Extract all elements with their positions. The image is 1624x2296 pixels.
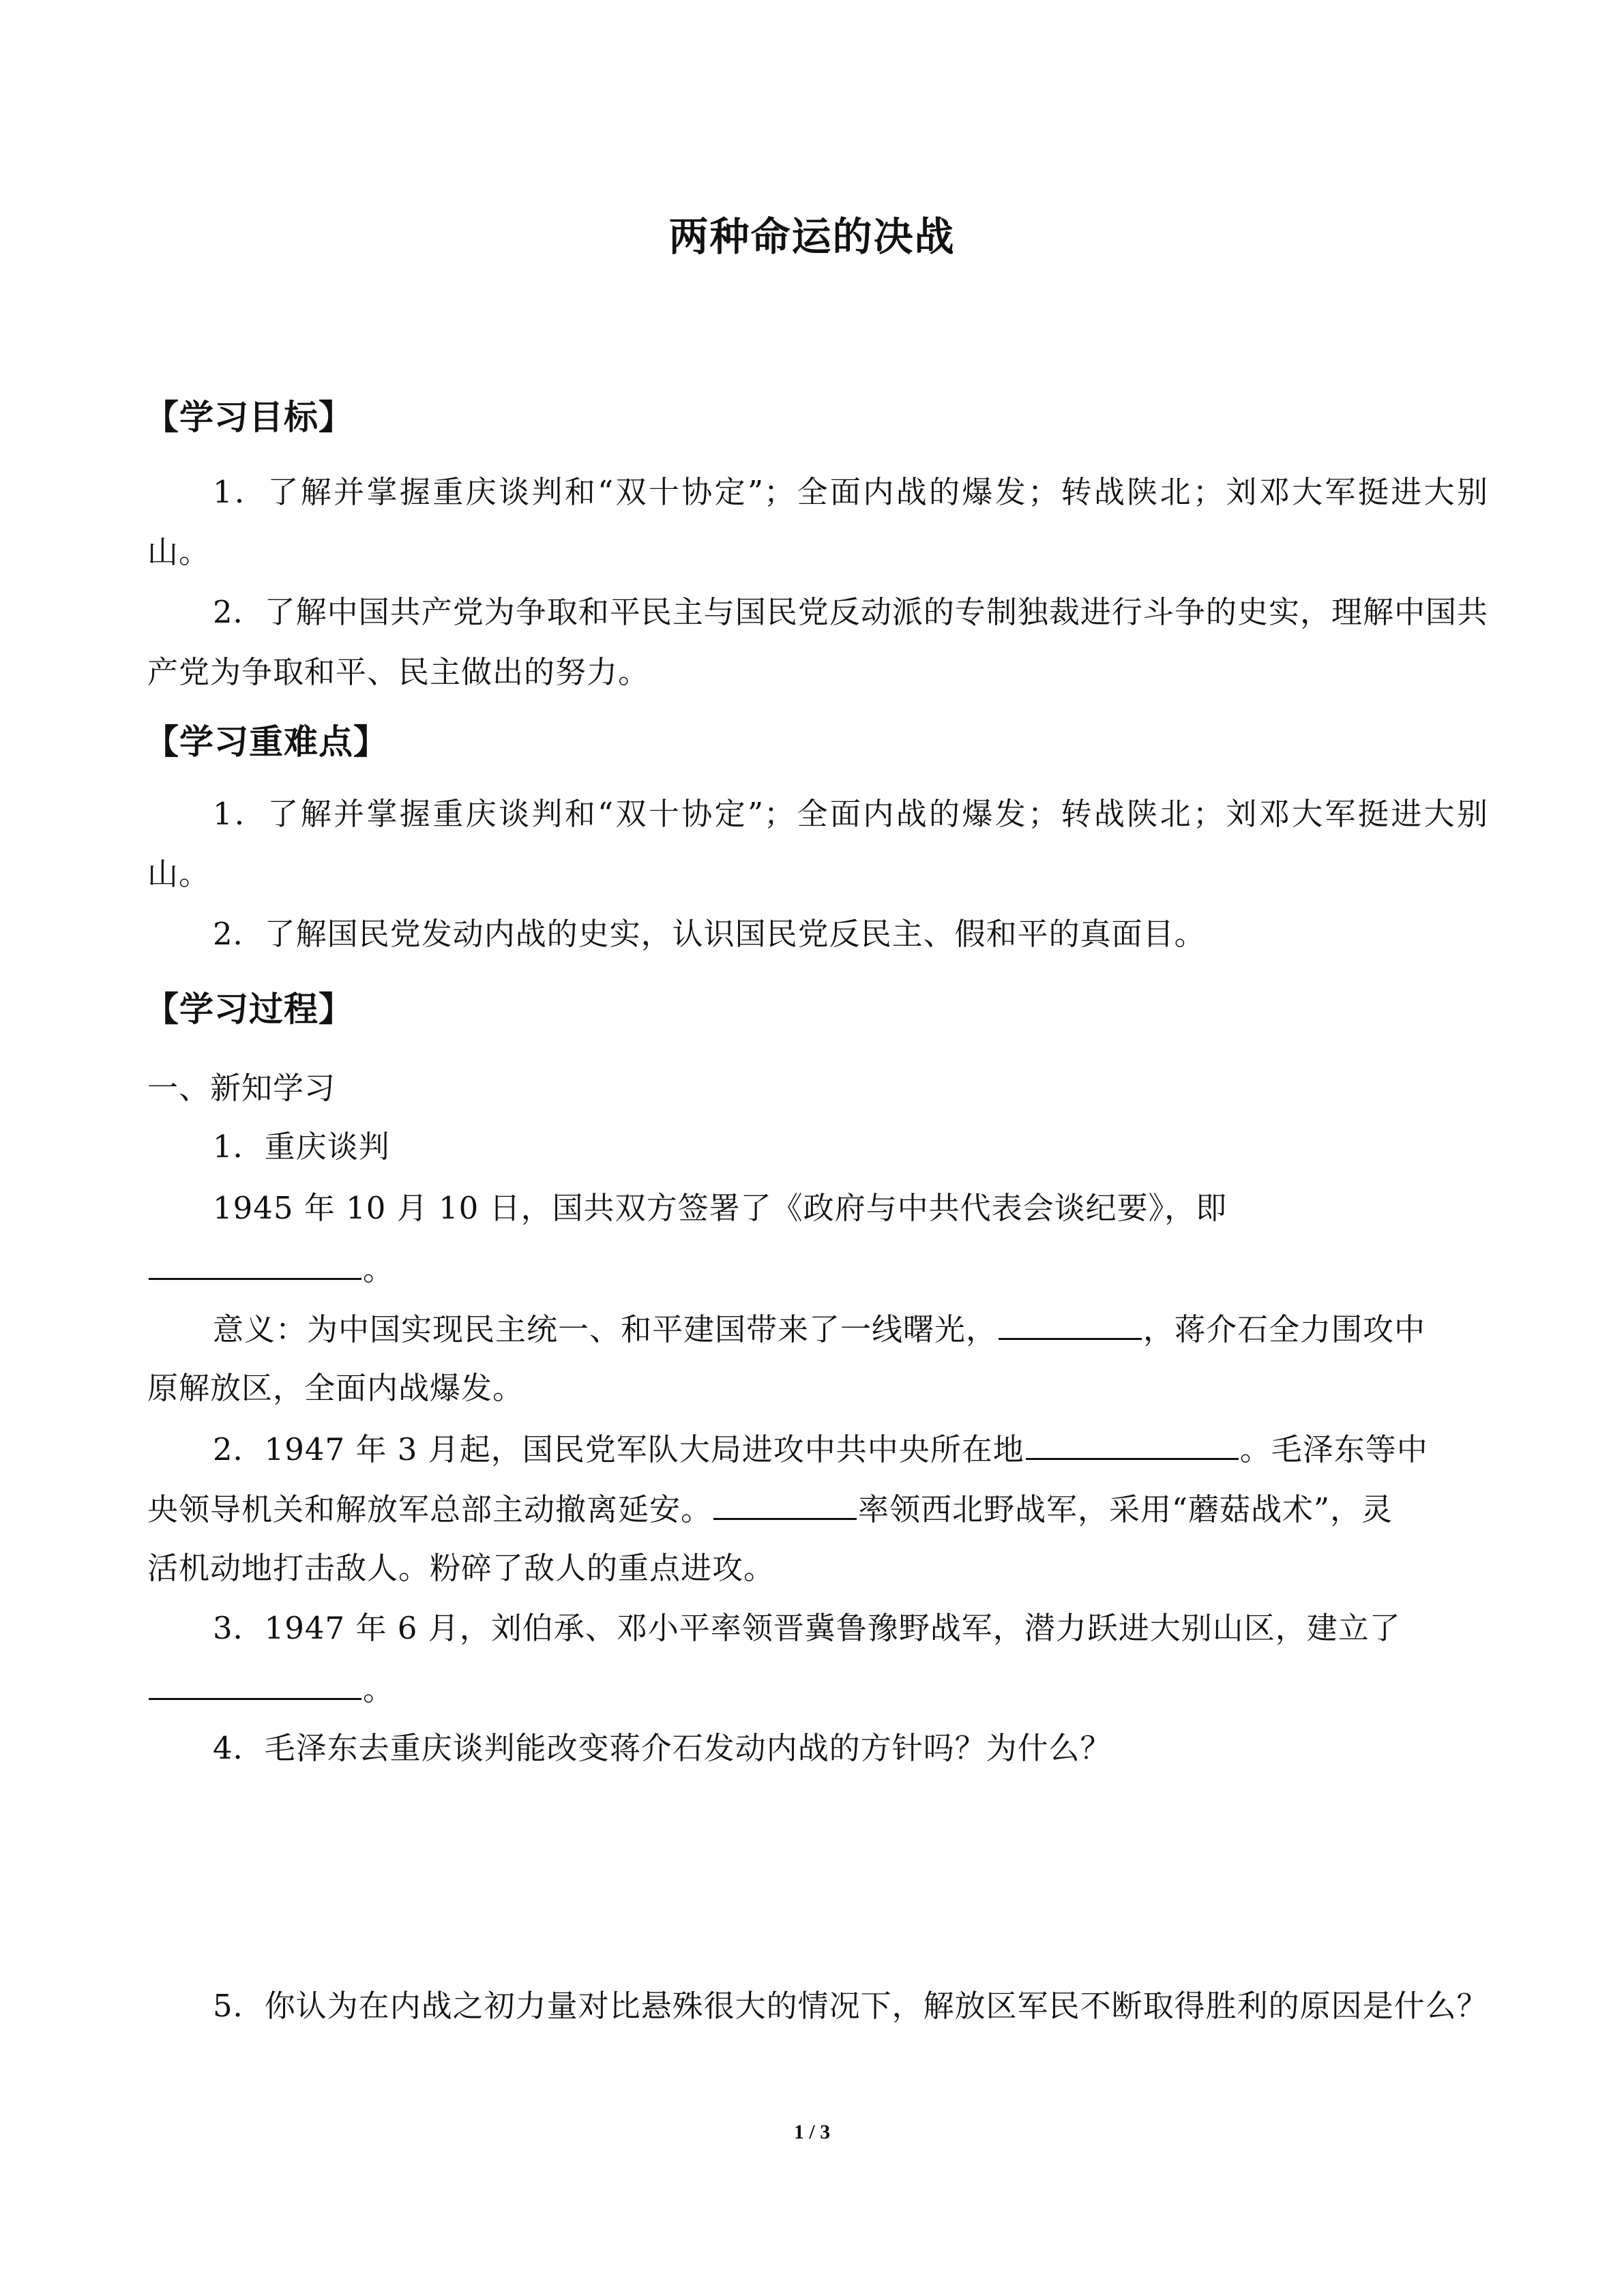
item-2-text-c-1: 率领西北野战军，采用“蘑菇战术”，灵 <box>858 1491 1393 1527</box>
item-3-end: 。 <box>363 1671 395 1708</box>
item-2-line-3: 活机动地打击敌人。粉碎了敌人的重点进攻。 <box>147 1550 776 1586</box>
fill-blank-1[interactable] <box>149 1248 361 1280</box>
item-2-text-b-2: 央领导机关和解放军总部主动撤离延安。 <box>147 1491 713 1527</box>
heading-key-points: 【学习重难点】 <box>145 722 388 762</box>
page-title: 两种命运的决战 <box>668 213 956 260</box>
page-number: 1 / 3 <box>793 2121 831 2143</box>
item-1-title: 1．重庆谈判 <box>213 1129 390 1165</box>
question-5: 5．你认为在内战之初力量对比悬殊很大的情况下，解放区军民不断取得胜利的原因是什么？ <box>213 1988 1488 2024</box>
meaning-text-b-1: ，蒋介石全力围攻中 <box>1143 1311 1426 1347</box>
item-1-text: 1945 年 10 月 10 日，国共双方签署了《政府与中共代表会谈纪要》，即 <box>213 1190 1228 1226</box>
heading-learning-goals: 【学习目标】 <box>145 398 353 437</box>
fill-blank-5[interactable] <box>149 1668 361 1700</box>
question-4: 4．毛泽东去重庆谈判能改变蒋介石发动内战的方针吗？为什么？ <box>213 1730 1112 1766</box>
goals-item-1: 1．了解并掌握重庆谈判和“双十协定”；全面内战的爆发；转战陕北；刘邓大军挺进大别山。 <box>147 474 1488 570</box>
fill-blank-3[interactable] <box>1026 1428 1239 1460</box>
item-3-blank-line <box>147 1668 394 1710</box>
item-2-text-a: 2．1947 年 3 月起，国民党军队大局进攻中共中央所在地 <box>213 1431 1024 1467</box>
key-points-item-1: 1．了解并掌握重庆谈判和“双十协定”；全面内战的爆发；转战陕北；刘邓大军挺进大别山。 <box>147 796 1488 892</box>
fill-blank-4[interactable] <box>713 1488 857 1520</box>
fill-blank-2[interactable] <box>999 1308 1142 1340</box>
subheading-new-knowledge: 一、新知学习 <box>147 1070 336 1106</box>
item-1-blank-line <box>147 1248 394 1290</box>
item-1-end: 。 <box>363 1251 395 1287</box>
meaning-line-1 <box>213 1308 1426 1350</box>
meaning-line-2: 原解放区，全面内战爆发。 <box>147 1370 525 1406</box>
item-2-text-b-1: 。毛泽东等中 <box>1239 1431 1428 1467</box>
meaning-text-a: 意义：为中国实现民主统一、和平建国带来了一线曙光， <box>213 1311 998 1347</box>
item-3-text: 3．1947 年 6 月，刘伯承、邓小平率领晋冀鲁豫野战军，潜力跃进大别山区，建立了 <box>213 1610 1401 1646</box>
item-2-line-1 <box>213 1428 1428 1470</box>
heading-learning-process: 【学习过程】 <box>145 989 353 1029</box>
item-2-line-2 <box>147 1488 1393 1530</box>
key-points-item-2: 2．了解国民党发动内战的史实，认识国民党反民主、假和平的真面目。 <box>213 916 1206 952</box>
goals-item-2: 2．了解中国共产党为争取和平民主与国民党反动派的专制独裁进行斗争的史实，理解中国共产党为争取和平、民主做出的努力。 <box>147 594 1488 690</box>
